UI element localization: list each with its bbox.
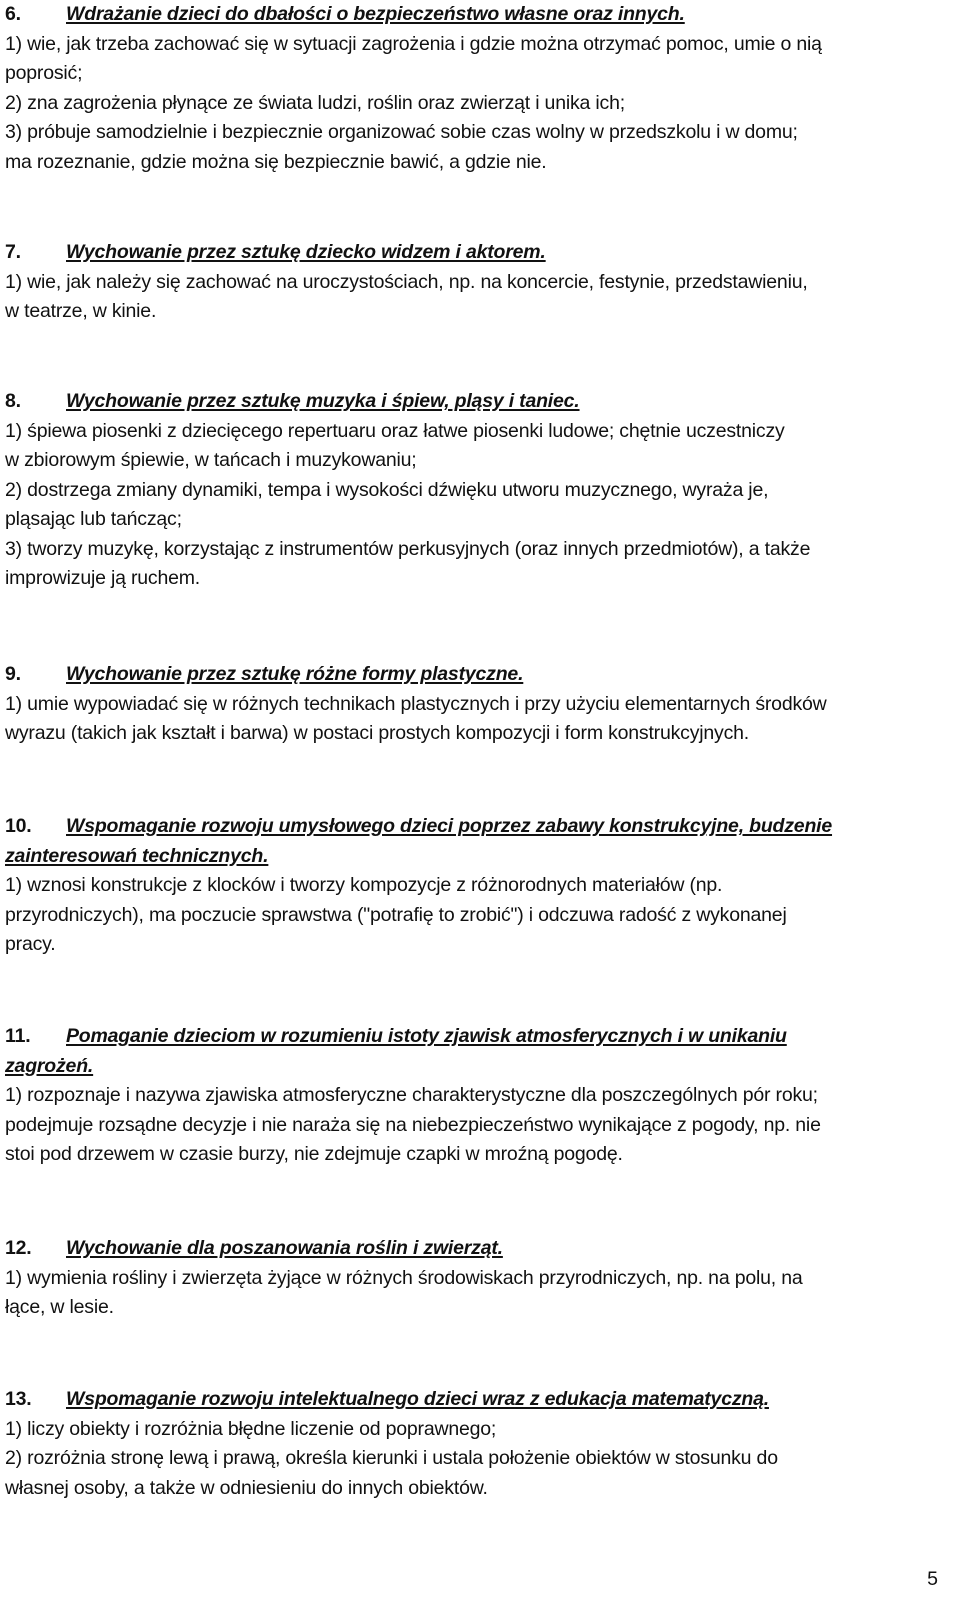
section-line: ma rozeznanie, gdzie można się bezpiecznie bawić, a gdzie nie. — [5, 150, 547, 173]
section-title: Pomaganie dzieciom w rozumieniu istoty zjawisk atmosferycznych i w unikaniu — [66, 1025, 787, 1047]
section-heading — [5, 0, 822, 30]
section-title-continued: zainteresowań technicznych. — [5, 844, 269, 867]
section-line: stoi pod drzewem w czasie burzy, nie zdejmuje czapki w mroźną pogodę. — [5, 1143, 623, 1165]
section-heading-continued — [5, 842, 832, 872]
section-10 — [5, 812, 832, 960]
section-line: improwizuje ją ruchem. — [5, 567, 200, 589]
section-line: 1) rozpoznaje i nazywa zjawiska atmosferyczne charakterystyczne dla poszczególnych pór roku; — [5, 1084, 818, 1106]
section-line: pracy. — [5, 933, 56, 955]
section-line: podejmuje rozsądne decyzje i nie naraża się na niebezpieczeństwo wynikające z pogody, np. nie — [5, 1113, 821, 1136]
section-heading — [5, 1385, 778, 1415]
section-title: Wdrażanie dzieci do dbałości o bezpieczeństwo własne oraz innych. — [66, 3, 685, 25]
section-line: 1) wznosi konstrukcje z klocków i tworzy kompozycje z różnorodnych materiałów (np. — [5, 874, 723, 896]
section-title: Wychowanie przez sztukę dziecko widzem i aktorem. — [66, 241, 546, 263]
section-heading — [5, 1234, 803, 1264]
section-13 — [5, 1385, 778, 1503]
section-heading-continued — [5, 1052, 821, 1082]
section-title-continued: zagrożeń. — [5, 1054, 94, 1077]
section-12 — [5, 1234, 803, 1323]
section-number: 11. — [5, 1025, 31, 1047]
section-line: 3) tworzy muzykę, korzystając z instrumentów perkusyjnych (oraz innych przedmiotów), a także — [5, 537, 811, 560]
section-number: 6. — [5, 3, 21, 25]
section-line: wyrazu (takich jak kształt i barwa) w postaci prostych kompozycji i form konstrukcyjnych. — [5, 722, 750, 744]
section-line: w teatrze, w kinie. — [5, 300, 157, 322]
section-title: Wychowanie przez sztukę muzyka i śpiew, pląsy i taniec. — [66, 390, 580, 412]
section-heading — [5, 1022, 821, 1052]
section-line: 1) liczy obiekty i rozróżnia błędne liczenie od poprawnego; — [5, 1417, 497, 1440]
section-line: 2) zna zagrożenia płynące ze świata ludzi, roślin oraz zwierząt i unika ich; — [5, 91, 625, 114]
section-6 — [5, 0, 822, 177]
section-8 — [5, 387, 810, 594]
page-number: 5 — [927, 1568, 938, 1590]
section-line: 1) wie, jak należy się zachować na uroczystościach, np. na koncercie, festynie, przedstawieniu, — [5, 270, 808, 293]
section-number: 7. — [5, 241, 21, 263]
section-heading — [5, 238, 808, 268]
section-title: Wspomaganie rozwoju intelektualnego dzieci wraz z edukacja matematyczną. — [66, 1388, 769, 1410]
section-number: 12. — [5, 1237, 32, 1259]
section-title: Wychowanie dla poszanowania roślin i zwierząt. — [66, 1237, 503, 1259]
section-line: 1) śpiewa piosenki z dziecięcego repertuaru oraz łatwe piosenki ludowe; chętnie uczestniczy — [5, 419, 785, 442]
section-line: łące, w lesie. — [5, 1296, 114, 1318]
section-line: 1) wymienia rośliny i zwierzęta żyjące w różnych środowiskach przyrodniczych, np. na polu, na — [5, 1266, 803, 1289]
section-11 — [5, 1022, 821, 1170]
section-line: poprosić; — [5, 62, 83, 84]
section-line: pląsając lub tańcząc; — [5, 508, 182, 530]
section-9 — [5, 660, 827, 749]
section-number: 9. — [5, 663, 21, 685]
section-number: 13. — [5, 1388, 32, 1410]
section-line: 2) rozróżnia stronę lewą i prawą, określa kierunki i ustala położenie obiektów w stosunku do — [5, 1447, 778, 1469]
section-heading — [5, 387, 810, 417]
section-line: 1) wie, jak trzeba zachować się w sytuacji zagrożenia i gdzie można otrzymać pomoc, umie o nią — [5, 32, 822, 55]
section-number: 10. — [5, 815, 32, 837]
section-line: w zbiorowym śpiewie, w tańcach i muzykowaniu; — [5, 449, 417, 471]
section-7 — [5, 238, 808, 327]
section-line: 2) dostrzega zmiany dynamiki, tempa i wysokości dźwięku utworu muzycznego, wyraża je, — [5, 478, 769, 501]
section-line: własnej osoby, a także w odniesieniu do innych obiektów. — [5, 1476, 488, 1499]
section-line: przyrodniczych), ma poczucie sprawstwa ("potrafię to zrobić") i odczuwa radość z wykonanej — [5, 903, 787, 926]
section-heading — [5, 660, 827, 690]
section-title: Wspomaganie rozwoju umysłowego dzieci poprzez zabawy konstrukcyjne, budzenie — [66, 815, 833, 837]
section-line: 3) próbuje samodzielnie i bezpiecznie organizować sobie czas wolny w przedszkolu i w domu; — [5, 121, 798, 143]
section-title: Wychowanie przez sztukę różne formy plastyczne. — [66, 663, 524, 685]
section-heading — [5, 812, 832, 842]
section-number: 8. — [5, 390, 21, 412]
section-line: 1) umie wypowiadać się w różnych technikach plastycznych i przy użyciu elementarnych środków — [5, 692, 827, 715]
